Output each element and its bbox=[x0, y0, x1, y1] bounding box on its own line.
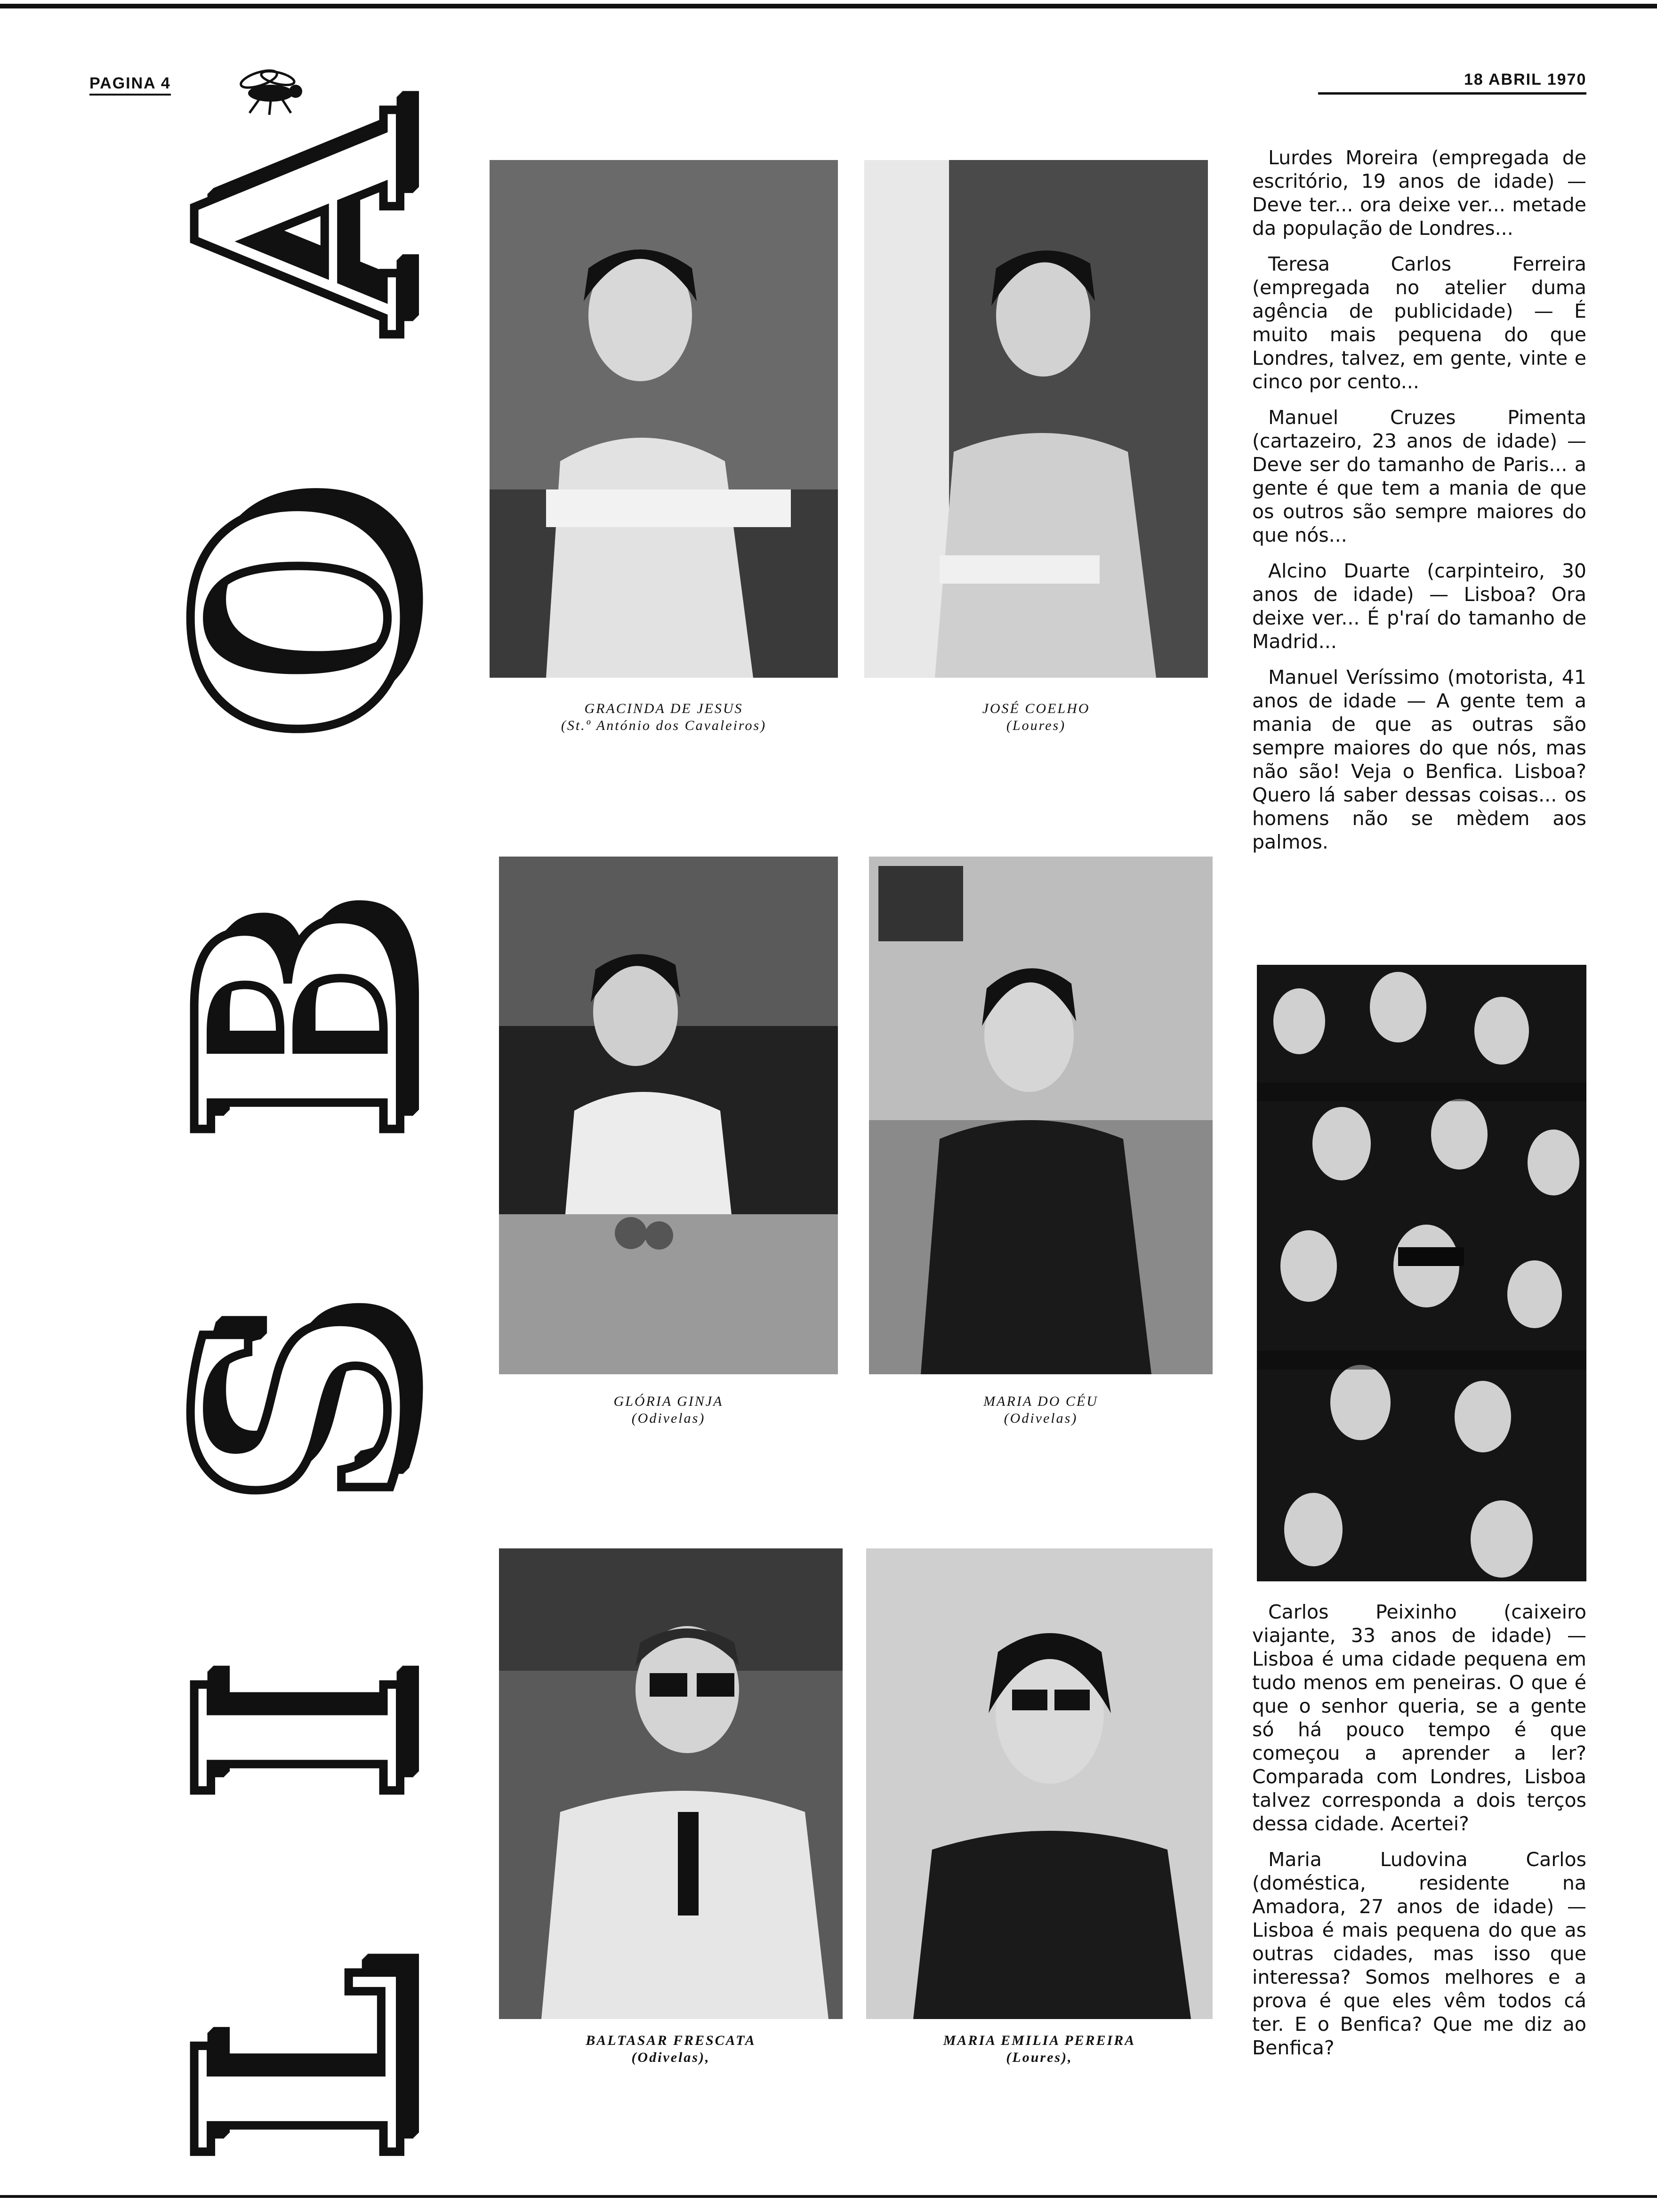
portrait-photo bbox=[499, 1548, 843, 2019]
portrait-photo bbox=[869, 857, 1213, 1374]
caption-name: GLÓRIA GINJA bbox=[613, 1394, 724, 1409]
caption-name: BALTASAR FRESCATA bbox=[586, 2033, 756, 2048]
headline-lisboa bbox=[135, 113, 467, 2165]
headline-letter: I bbox=[135, 1671, 467, 1804]
interview-paragraph: Alcino Duarte (carpinteiro, 30 anos de idade) — Lisboa? Ora deixe ver... É p'raí do tamanho de Madrid... bbox=[1252, 560, 1586, 653]
interviews-top bbox=[1252, 146, 1586, 866]
crowd-photo bbox=[1257, 965, 1586, 1581]
photo-caption bbox=[866, 2032, 1213, 2066]
caption-place: (St.º António dos Cavaleiros) bbox=[561, 718, 767, 733]
photo-caption bbox=[490, 700, 838, 734]
header-rule bbox=[1318, 92, 1586, 95]
photo-caption bbox=[864, 700, 1208, 734]
headline-letter: A bbox=[135, 113, 467, 332]
interview-paragraph: Manuel Cruzes Pimenta (cartazeiro, 23 anos de idade) — Deve ser do tamanho de Paris... a gente é que tem a mania de que os outros são sempre maiores do que nós... bbox=[1252, 406, 1586, 546]
portrait-photo bbox=[866, 1548, 1213, 2019]
interview-paragraph: Teresa Carlos Ferreira (empregada no atelier duma agência de publicidade) — É muito mais pequena do que Londres, talvez, em gente, vinte e cinco por cento... bbox=[1252, 253, 1586, 393]
caption-name: JOSÉ COELHO bbox=[982, 701, 1090, 716]
portrait-photo bbox=[864, 160, 1208, 678]
interviews-bottom bbox=[1252, 1600, 1586, 2072]
caption-place: (Odivelas) bbox=[1004, 1411, 1078, 1426]
caption-place: (Loures) bbox=[1006, 718, 1066, 733]
photo-caption bbox=[499, 2032, 843, 2066]
caption-place: (Odivelas) bbox=[631, 1411, 706, 1426]
portrait-photo bbox=[499, 857, 838, 1374]
interview-paragraph: Lurdes Moreira (empregada de escritório, 19 anos de idade) — Deve ter... ora deixe ver... metade da população de Londres... bbox=[1252, 146, 1586, 240]
headline-letter: S bbox=[135, 1305, 467, 1509]
headline-letter: O bbox=[135, 495, 467, 741]
issue-date: 18 ABRIL 1970 bbox=[1464, 71, 1587, 88]
portrait-photo bbox=[490, 160, 838, 678]
photo-caption bbox=[869, 1393, 1213, 1427]
bottom-rule bbox=[0, 2195, 1657, 2198]
page-number: PAGINA 4 bbox=[89, 74, 171, 92]
caption-place: (Loures), bbox=[1006, 2050, 1073, 2065]
interview-paragraph: Carlos Peixinho (caixeiro viajante, 33 anos de idade) — Lisboa é uma cidade pequena em tudo menos em peneiras. O que é que o senhor queria, se a gente só há pouco tempo é que começou a aprender a ler? Comparada com Londres, Lisboa talvez corresponda a dois terços dessa cidade. Acertei? bbox=[1252, 1601, 1586, 1835]
headline-letter: L bbox=[135, 1966, 467, 2165]
caption-name: GRACINDA DE JESUS bbox=[584, 701, 743, 716]
fly-icon bbox=[226, 60, 311, 117]
headline-letter: B bbox=[135, 903, 467, 1142]
photo-caption bbox=[499, 1393, 838, 1427]
caption-name: MARIA DO CÉU bbox=[983, 1394, 1098, 1409]
caption-name: MARIA EMILIA PEREIRA bbox=[943, 2033, 1136, 2048]
top-rule bbox=[0, 4, 1657, 8]
interview-paragraph: Maria Ludovina Carlos (doméstica, residente na Amadora, 27 anos de idade) — Lisboa é mais pequena do que as outras cidades, mas isso que interessa? Somos melhores e a prova é que eles vêm todos cá ter. E o Benfica? Que me diz ao Benfica? bbox=[1252, 1848, 1586, 2059]
caption-place: (Odivelas), bbox=[631, 2050, 710, 2065]
interview-paragraph: Manuel Veríssimo (motorista, 41 anos de idade — A gente tem a mania de que as outras são sempre maiores do que nós, mas não são! Veja o Benfica. Lisboa? Quero lá saber dessas coisas... os homens não se mèdem aos palmos. bbox=[1252, 666, 1586, 853]
